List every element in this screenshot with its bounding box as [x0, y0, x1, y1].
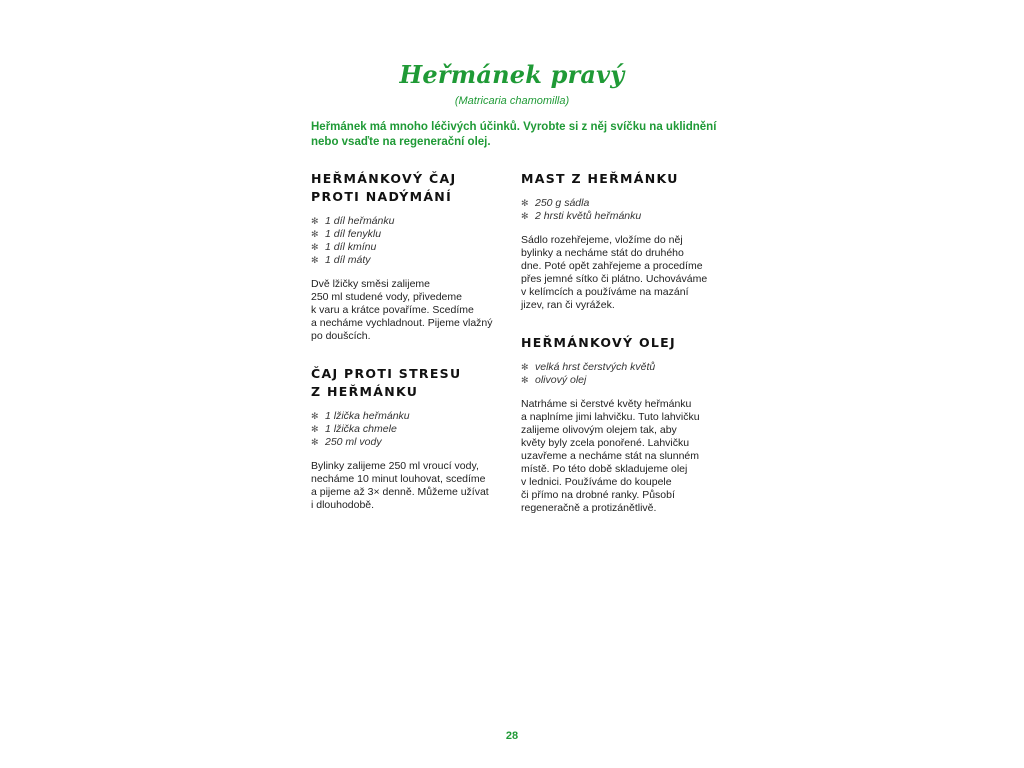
recipe-section — [521, 170, 731, 312]
section-title: ČAJ PROTI STRESU Z HEŘMÁNKU — [311, 366, 462, 399]
ingredient-item: ✻ 1 díl máty — [311, 254, 371, 266]
section-title: HEŘMÁNKOVÝ ČAJ PROTI NADÝMÁNÍ — [311, 171, 457, 204]
left-column — [311, 170, 501, 534]
ingredient-item: ✻ 1 lžička chmele — [311, 423, 397, 435]
page-number: 28 — [505, 730, 519, 742]
ingredient-list — [311, 410, 501, 449]
page-title: Heřmánek pravý — [399, 60, 625, 89]
ingredient-item: ✻ olivový olej — [521, 374, 587, 386]
ingredient-item: ✻ 1 díl kmínu — [311, 241, 377, 253]
ingredient-item: ✻ 250 ml vody — [311, 436, 382, 448]
asterisk-bullet-icon: ✻ — [311, 229, 319, 239]
ingredient-list — [311, 215, 501, 267]
asterisk-bullet-icon: ✻ — [521, 198, 529, 208]
instructions-text: Dvě lžičky směsi zalijeme 250 ml studené vody, přivedeme k varu a krátce povaříme. Scedíme a necháme vychladnout. Pijeme vlažný po doušcích. — [311, 278, 493, 342]
ingredient-item: ✻ 1 lžička heřmánku — [311, 410, 410, 422]
ingredient-item: ✻ 2 hrsti květů heřmánku — [521, 210, 642, 222]
asterisk-bullet-icon: ✻ — [521, 211, 529, 221]
asterisk-bullet-icon: ✻ — [311, 255, 319, 265]
asterisk-bullet-icon: ✻ — [311, 242, 319, 252]
instructions-text: Natrháme si čerstvé květy heřmánku a naplníme jimi lahvičku. Tuto lahvičku zalijeme olivovým olejem tak, aby květy byly zcela ponořené. Lahvičku uzavřeme a necháme stát na slunném místě. Po této době skladujeme olej v lednici. Používáme do koupele či přímo na drobné ranky. Působí regeneračně a protizánětlivě. — [521, 398, 700, 514]
recipe-section — [311, 365, 501, 512]
asterisk-bullet-icon: ✻ — [521, 375, 529, 385]
asterisk-bullet-icon: ✻ — [311, 437, 319, 447]
ingredient-item: ✻ 1 díl heřmánku — [311, 215, 395, 227]
asterisk-bullet-icon: ✻ — [311, 424, 319, 434]
recipe-section — [311, 170, 501, 343]
asterisk-bullet-icon: ✻ — [311, 411, 319, 421]
ingredient-list — [521, 197, 731, 223]
ingredient-list — [521, 361, 731, 387]
asterisk-bullet-icon: ✻ — [311, 216, 319, 226]
latin-name: (Matricaria chamomilla) — [454, 95, 570, 107]
section-title: MAST Z HEŘMÁNKU — [521, 171, 679, 186]
instructions-text: Sádlo rozehřejeme, vložíme do něj bylinky a necháme stát do druhého dne. Poté opět zahřejeme a procedíme přes jemné sítko či plátno. Uchováváme v kelímcích a používáme na mazání jizev, ran či vyrážek. — [521, 234, 708, 311]
instructions-text: Bylinky zalijeme 250 ml vroucí vody, necháme 10 minut louhovat, scedíme a pijeme až 3× denně. Můžeme užívat i dlouhodobě. — [311, 460, 489, 511]
asterisk-bullet-icon: ✻ — [521, 362, 529, 372]
section-title: HEŘMÁNKOVÝ OLEJ — [521, 335, 676, 350]
right-column — [521, 170, 731, 537]
recipe-section — [521, 334, 731, 515]
ingredient-item: ✻ velká hrst čerstvých květů — [521, 361, 656, 373]
ingredient-item: ✻ 250 g sádla — [521, 197, 590, 209]
intro-text: Heřmánek má mnoho léčivých účinků. Vyrobte si z něj svíčku na uklidnění nebo vsaďte na regenerační olej. — [311, 121, 717, 148]
ingredient-item: ✻ 1 díl fenyklu — [311, 228, 382, 240]
